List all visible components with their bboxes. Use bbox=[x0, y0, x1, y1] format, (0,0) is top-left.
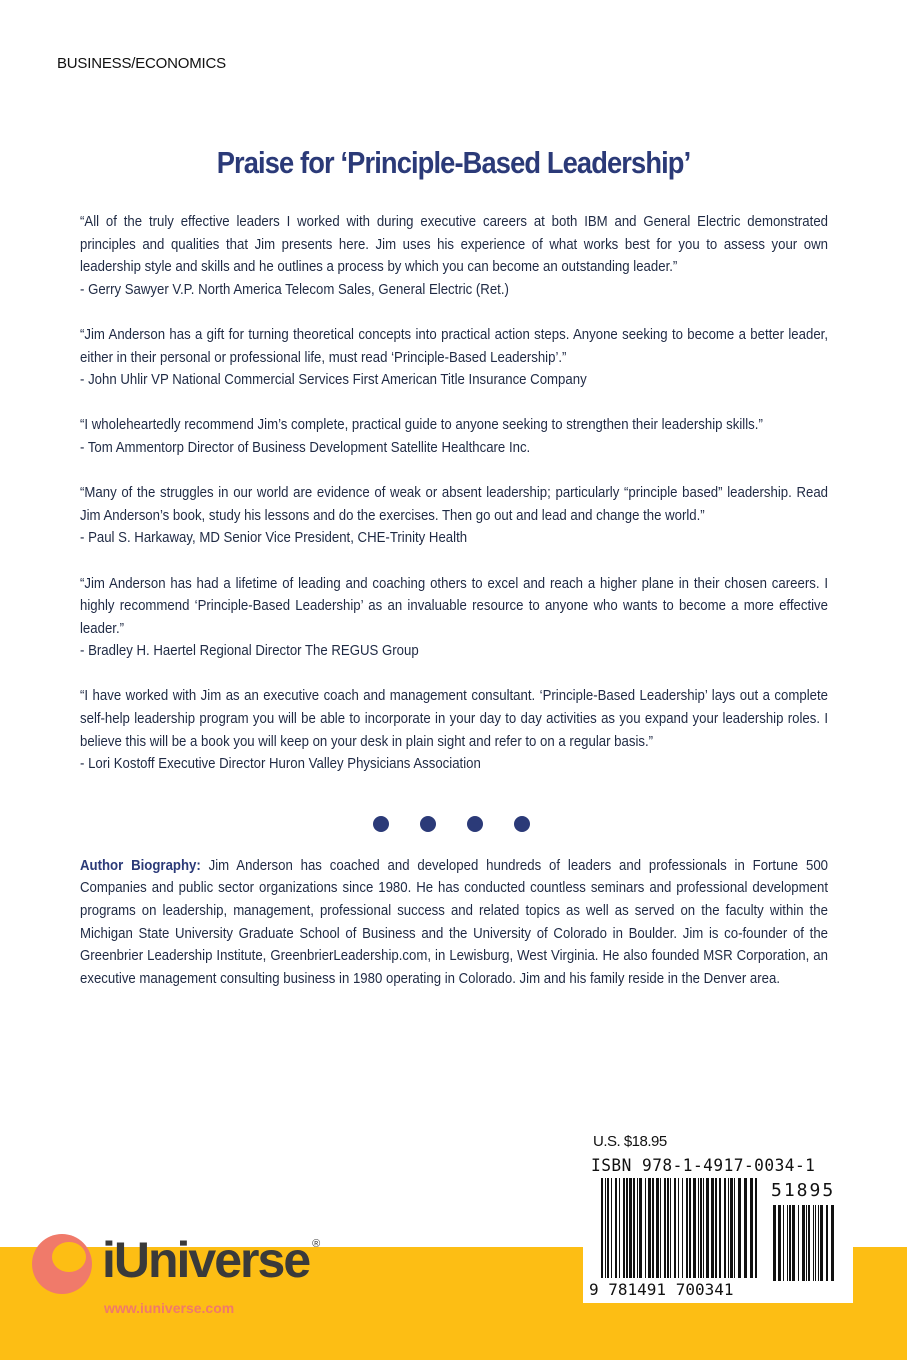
content-column bbox=[80, 211, 907, 990]
quote-attribution: - Bradley H. Haertel Regional Director The REGUS Group bbox=[80, 642, 419, 660]
quote-text: “I wholeheartedly recommend Jim’s complete, practical guide to anyone seeking to strengthen their leadership skills.” bbox=[80, 416, 763, 434]
dot-icon bbox=[467, 816, 483, 832]
quote-text: “I have worked with Jim as an executive coach and management consultant. ‘Principle-Based Leadership’ lays out a complete self-help leadership program you will be able to incorporate in your day to day activities as you expand your leadership roles. I believe this will be a book you will keep on your desk in plain sight and refer to on a regular basis.” bbox=[80, 687, 828, 750]
quote-text: “All of the truly effective leaders I worked with during executive careers at both IBM and General Electric demonstrated principles and qualities that Jim presents here. Jim uses his experience of what works best for you to assess your own leadership style and skills and he outlines a process by which you can become an outstanding leader.” bbox=[80, 213, 828, 276]
quote bbox=[80, 685, 828, 775]
quote bbox=[80, 482, 828, 550]
quote-text: “Jim Anderson has a gift for turning theoretical concepts into practical action steps. Anyone seeking to become a better leader, either in their personal or professional life, must read ‘Principle-Based Leadership’.” bbox=[80, 325, 828, 366]
bio-text: Jim Anderson has coached and developed hundreds of leaders and professionals in Fortune 500 Companies and public sector organizations since 1980. He has conducted countless seminars and professional development programs on leadership, management, professional success and related topics as well as served on the faculty within the Michigan State University Graduate School of Business and the University of Colorado in Boulder. Jim is co-founder of the Greenbrier Leadership Institute, GreenbrierLeadership.com, in Lewisburg, West Virginia. He also founded MSR Corporation, an executive management consulting business in 1980 operating in Colorado. Jim and his family reside in the Denver area. bbox=[80, 856, 829, 987]
price: U.S. $18.95 bbox=[593, 1133, 667, 1150]
barcode-bar bbox=[834, 1205, 836, 1281]
quote bbox=[80, 211, 828, 301]
addon-barcode-icon bbox=[773, 1205, 836, 1281]
quote-attribution: - John Uhlir VP National Commercial Services First American Title Insurance Company bbox=[80, 371, 587, 389]
praise-title: Praise for ‘Principle-Based Leadership’ bbox=[216, 145, 691, 180]
quote-text: “Jim Anderson has had a lifetime of leading and coaching others to excel and reach a higher plane in their chosen careers. I highly recommend ‘Principle-Based Leadership’ as an invaluable resource to anyone who wants to become a more effective leader.” bbox=[80, 574, 828, 637]
quote-attribution: - Gerry Sawyer V.P. North America Telecom Sales, General Electric (Ret.) bbox=[80, 280, 509, 298]
quote-attribution: - Paul S. Harkaway, MD Senior Vice President, CHE-Trinity Health bbox=[80, 529, 468, 547]
iuniverse-logo-icon bbox=[32, 1234, 92, 1294]
separator-dots bbox=[373, 816, 907, 832]
author-biography bbox=[80, 855, 828, 991]
logo-wordmark: iUniverse bbox=[102, 1232, 310, 1288]
dot-icon bbox=[420, 816, 436, 832]
dot-icon bbox=[514, 816, 530, 832]
quote bbox=[80, 414, 828, 459]
publisher-url: www.iuniverse.com bbox=[104, 1300, 235, 1316]
quote-attribution: - Lori Kostoff Executive Director Huron Valley Physicians Association bbox=[80, 755, 481, 773]
praise-quotes bbox=[80, 211, 828, 776]
registered-mark: ® bbox=[312, 1238, 321, 1250]
quote-text: “Many of the struggles in our world are evidence of weak or absent leadership; particularly “principle based” leadership. Read Jim Anderson’s book, study his lessons and do the exercises. Then go out and lead and change the world.” bbox=[80, 484, 828, 524]
isbn: ISBN 978-1-4917-0034-1 bbox=[591, 1156, 816, 1176]
quote bbox=[80, 324, 828, 392]
logo-wordmark-line bbox=[102, 1232, 320, 1289]
publisher-logo bbox=[32, 1232, 372, 1322]
quote-attribution: - Tom Ammentorp Director of Business Development Satellite Healthcare Inc. bbox=[80, 438, 531, 456]
barcode-icon bbox=[601, 1178, 757, 1278]
ean-number: 9 781491 700341 bbox=[589, 1280, 734, 1299]
barcode-bar bbox=[755, 1178, 757, 1278]
addon-number: 51895 bbox=[771, 1180, 836, 1201]
barcode-panel bbox=[583, 1120, 853, 1303]
category-label: BUSINESS/ECONOMICS bbox=[57, 55, 226, 72]
quote bbox=[80, 573, 828, 663]
dot-icon bbox=[373, 816, 389, 832]
bio-label: Author Biography: bbox=[80, 856, 201, 874]
